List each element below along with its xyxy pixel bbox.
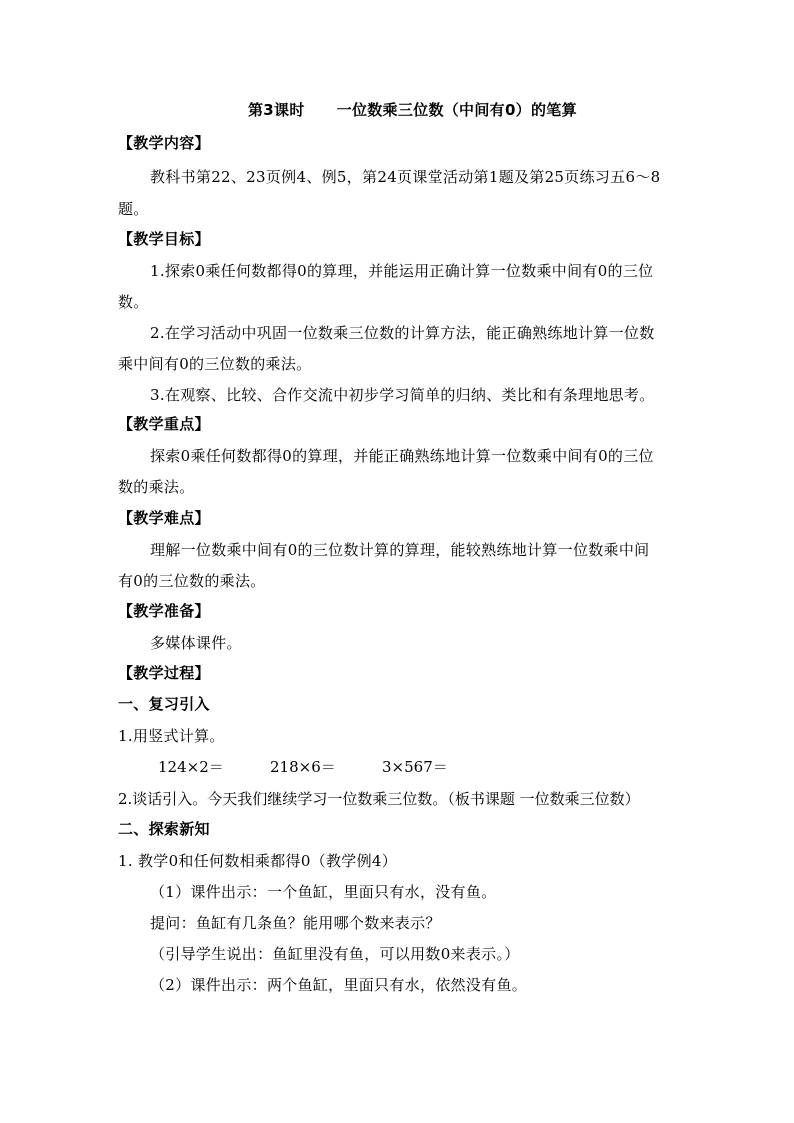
- lesson-number: 第3课时: [248, 101, 305, 119]
- goal-1-line1: 1.探索0乘任何数都得0的算理，并能运用正确计算一位数乘中间有0的三位: [150, 262, 654, 280]
- goal-1-line2: 数。: [118, 293, 149, 311]
- difficulty-line2: 有0的三位数的乘法。: [118, 572, 266, 590]
- lesson-topic: 一位数乘三位数（中间有0）的笔算: [336, 101, 577, 119]
- keypoints-line2: 数的乘法。: [118, 478, 195, 496]
- goal-2-line2: 乘中间有0的三位数的乘法。: [118, 355, 312, 373]
- section-preparation-heading: 【教学准备】: [118, 602, 210, 620]
- step1-text: 1.用竖式计算。: [118, 727, 225, 745]
- section-content-heading: 【教学内容】: [118, 134, 210, 152]
- step2-text: 2.谈话引入。今天我们继续学习一位数乘三位数。（板书课题 一位数乘三位数）: [118, 790, 640, 808]
- calc-item: 3×567＝: [382, 758, 448, 776]
- content-text-line2: 题。: [118, 200, 149, 218]
- sub1-question-text: 提问：鱼缸有几条鱼？能用哪个数来表示？: [150, 914, 441, 932]
- goal-3: 3.在观察、比较、合作交流中初步学习简单的归纳、类比和有条理地思考。: [150, 386, 655, 404]
- part2-heading: 二、探索新知: [118, 820, 210, 838]
- sub1-b-text: （2）课件出示：两个鱼缸，里面只有水，依然没有鱼。: [150, 976, 528, 994]
- section-goals-heading: 【教学目标】: [118, 230, 210, 248]
- part1-heading: 一、复习引入: [118, 695, 210, 713]
- difficulty-line1: 理解一位数乘中间有0的三位数计算的算理，能较熟练地计算一位数乘中间: [150, 541, 650, 559]
- lesson-title: [248, 100, 577, 120]
- calc-item: 218×6＝: [270, 758, 336, 776]
- section-process-heading: 【教学过程】: [118, 664, 210, 682]
- section-difficulty-heading: 【教学难点】: [118, 509, 210, 527]
- keypoints-line1: 探索0乘任何数都得0的算理，并能正确熟练地计算一位数乘中间有0的三位: [150, 447, 654, 465]
- sub1-guide-text: （引导学生说出：鱼缸里没有鱼，可以用数0来表示。）: [150, 945, 520, 963]
- sub1-text: 1. 教学0和任何数相乘都得0（教学例4）: [118, 852, 398, 870]
- sub1-a-text: （1）课件出示：一个鱼缸，里面只有水，没有鱼。: [150, 883, 497, 901]
- content-text-line1: 教科书第22、23页例4、例5，第24页课堂活动第1题及第25页练习五6～8: [150, 168, 661, 186]
- calc-item: 124×2＝: [158, 758, 224, 776]
- section-keypoints-heading: 【教学重点】: [118, 415, 210, 433]
- goal-2-line1: 2.在学习活动中巩固一位数乘三位数的计算方法，能正确熟练地计算一位数: [150, 324, 655, 342]
- preparation-text: 多媒体课件。: [150, 634, 242, 652]
